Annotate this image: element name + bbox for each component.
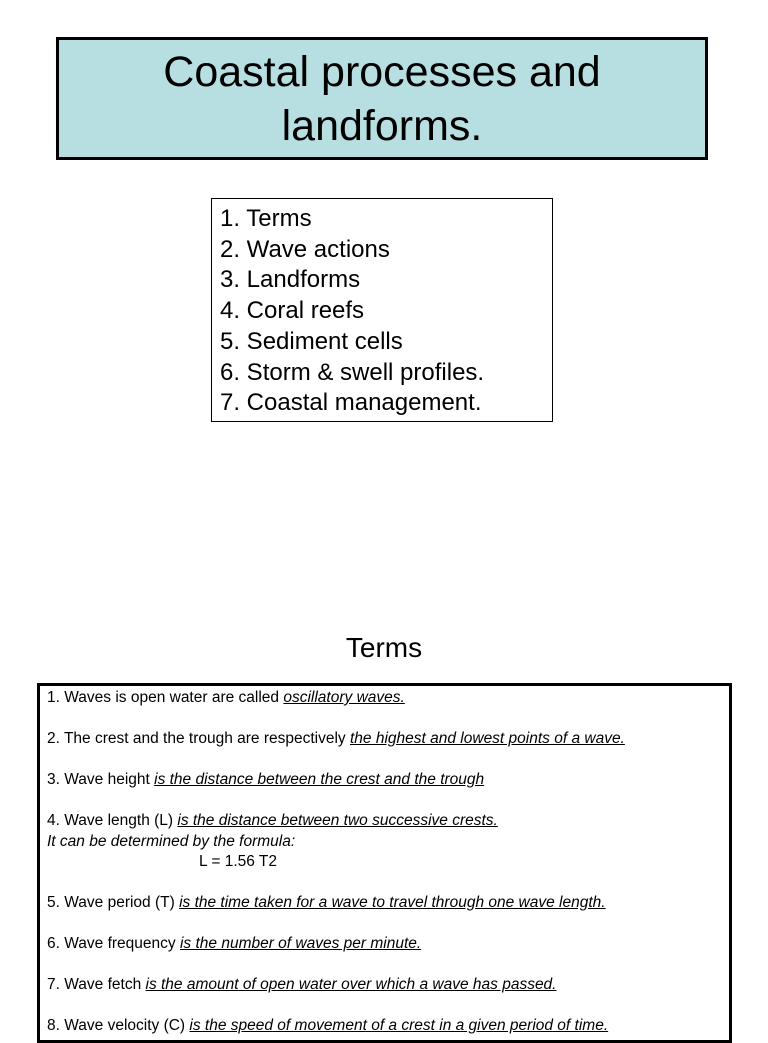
term-item xyxy=(47,729,729,750)
term-note: It can be determined by the formula: xyxy=(47,832,296,850)
term-item xyxy=(47,975,729,996)
contents-item: 1. Terms xyxy=(220,205,312,232)
contents-item: 6. Storm & swell profiles. xyxy=(220,358,485,386)
term-definition: oscillatory waves. xyxy=(283,689,405,706)
title-box xyxy=(56,37,708,160)
term-lead: 5. Wave period (T) xyxy=(47,894,180,911)
term-item xyxy=(47,688,729,709)
term-definition: is the distance between the crest and the trough xyxy=(154,771,485,788)
term-item xyxy=(47,1016,729,1037)
term-definition: is the amount of open water over which a wave has passed. xyxy=(145,976,557,993)
term-item xyxy=(47,934,729,955)
contents-list xyxy=(220,204,552,419)
term-item xyxy=(47,893,729,914)
term-definition: is the time taken for a wave to travel through one wave length. xyxy=(179,894,606,911)
term-definition: the highest and lowest points of a wave. xyxy=(350,730,625,747)
term-definition: is the speed of movement of a crest in a given period of time. xyxy=(189,1017,609,1034)
term-lead: 7. Wave fetch xyxy=(47,976,146,993)
term-lead: 6. Wave frequency xyxy=(47,935,180,952)
contents-item: 5. Sediment cells xyxy=(220,327,403,355)
wave-length-formula: L = 1.56 T2 xyxy=(199,853,277,870)
term-lead: 1. Waves is open water are called xyxy=(47,689,284,706)
term-item xyxy=(47,811,729,873)
term-lead: 4. Wave length (L) xyxy=(47,812,178,829)
contents-item: 2. Wave actions xyxy=(220,235,390,263)
contents-item: 4. Coral reefs xyxy=(220,297,365,325)
term-definition: is the distance between two successive crests. xyxy=(177,812,498,829)
page-title: Coastal processes and landforms. xyxy=(163,47,601,150)
term-lead: 3. Wave height xyxy=(47,771,155,788)
term-lead: 2. The crest and the trough are respectively xyxy=(47,730,350,747)
contents-box xyxy=(211,198,553,422)
term-definition: is the number of waves per minute. xyxy=(179,935,422,952)
contents-item: 7. Coastal management. xyxy=(220,389,482,417)
terms-box xyxy=(37,683,732,1043)
terms-heading: Terms xyxy=(345,632,423,663)
contents-item: 3. Landforms xyxy=(220,266,361,294)
term-item xyxy=(47,770,729,791)
term-lead: 8. Wave velocity (C) xyxy=(47,1017,190,1034)
